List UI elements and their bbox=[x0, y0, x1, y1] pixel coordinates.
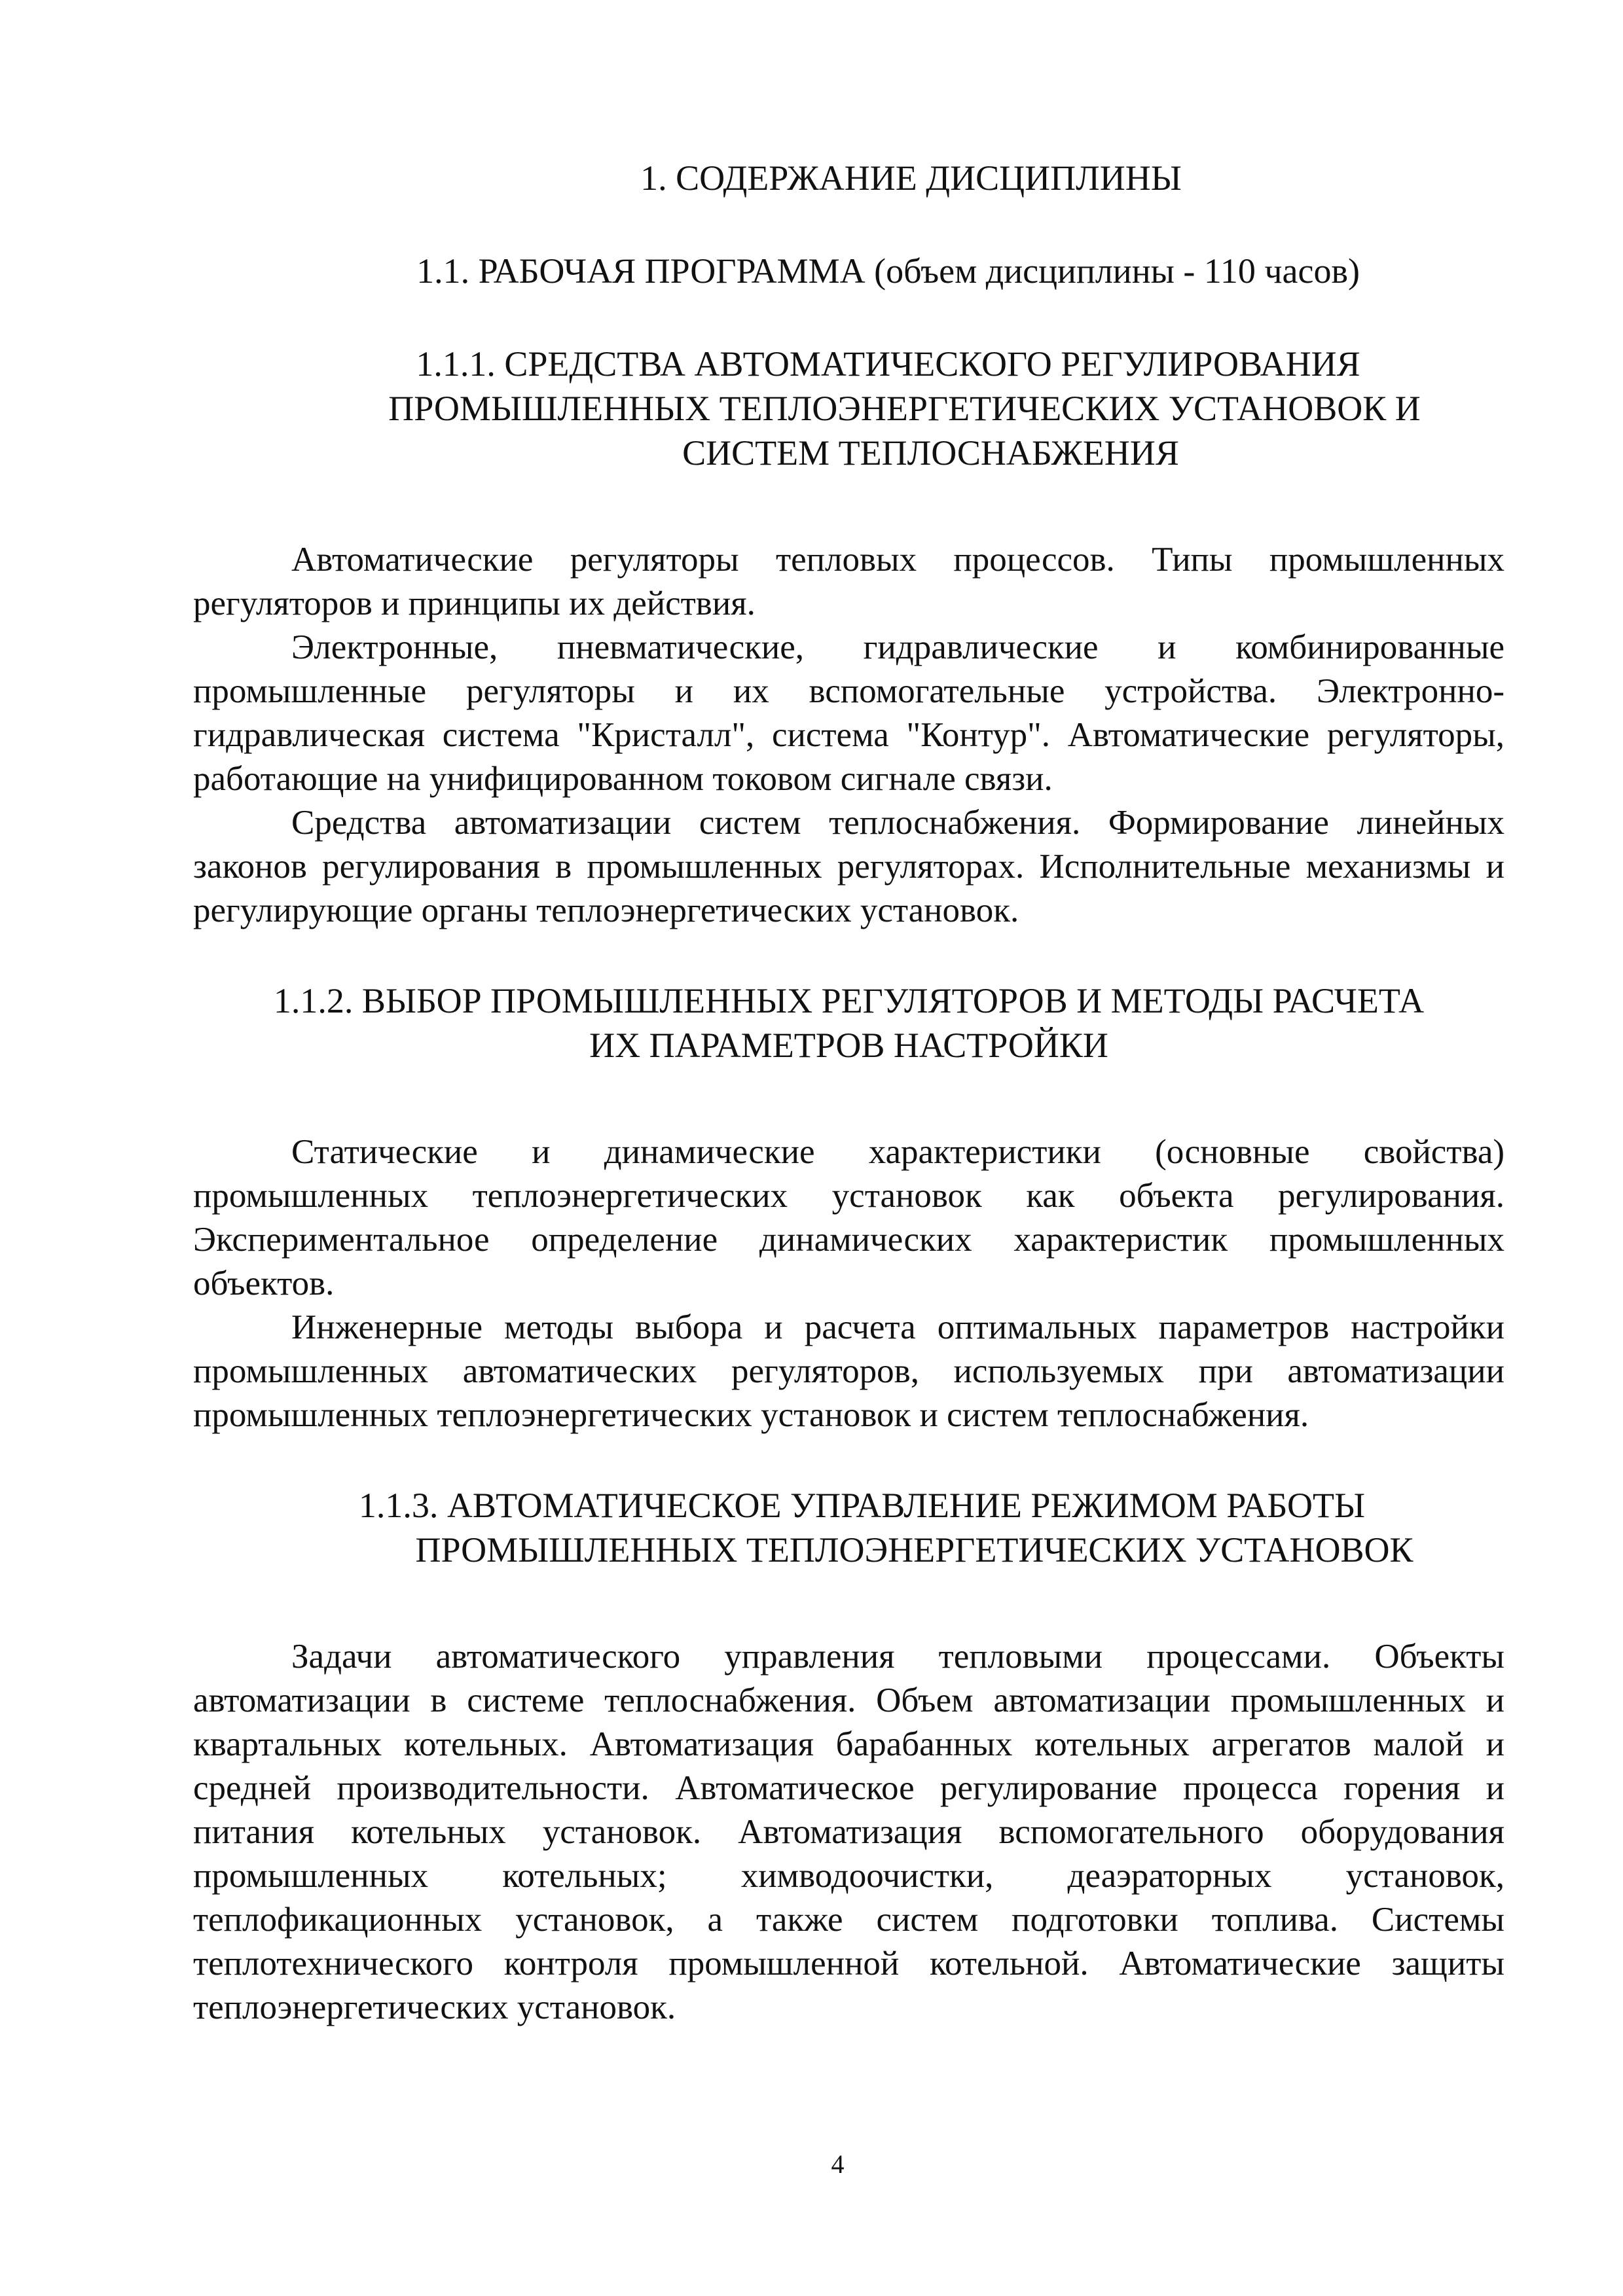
paragraph: Средства автоматизации систем теплоснабжения. Формирование линейных законов регулирования в промышленных регуляторах. Исполнительные механизмы и регулирующие органы теплоэнергетических установок. bbox=[193, 804, 1504, 929]
paragraph: Задачи автоматического управления тепловыми процессами. Объекты автоматизации в системе теплоснабжения. Объем автоматизации промышленных и квартальных котельных. Автоматизация барабанных котельных агрегатов малой и средней производительности. Автоматическое регулирование процесса горения и питания котельных установок. Автоматизация вспомогательного оборудования промышленных котельных; химводоочистки, деаэраторных установок, теплофикационных установок, а также систем подготовки топлива. Системы теплотехнического контроля промышленной котельной. Автоматические защиты теплоэнергетических установок. bbox=[193, 1638, 1504, 2026]
section-title-line: ИХ ПАРАМЕТРОВ НАСТРОЙКИ bbox=[589, 1026, 1108, 1065]
section-title-line: 1.1.2. ВЫБОР ПРОМЫШЛЕННЫХ РЕГУЛЯТОРОВ И МЕТОДЫ РАСЧЕТА bbox=[273, 981, 1425, 1020]
section-1-1-3 bbox=[193, 1483, 1504, 2030]
section-title bbox=[193, 1483, 1504, 1572]
section-title-line: ПРОМЫШЛЕННЫХ ТЕПЛОЭНЕРГЕТИЧЕСКИХ УСТАНОВОК И bbox=[388, 389, 1421, 428]
paragraph: Статические и динамические характеристики (основные свойства) промышленных теплоэнергетических установок как объекта регулирования. Экспериментальное определение динамических характеристик промышленных объектов. bbox=[193, 1133, 1504, 1302]
section-title-line: 1.1.3. АВТОМАТИЧЕСКОЕ УПРАВЛЕНИЕ РЕЖИМОМ РАБОТЫ bbox=[358, 1486, 1366, 1525]
paragraph: Инженерные методы выбора и расчета оптимальных параметров настройки промышленных автоматических регуляторов, используемых при автоматизации промышленных теплоэнергетических установок и систем теплоснабжения. bbox=[193, 1308, 1504, 1434]
section-1-1-2 bbox=[193, 978, 1504, 1437]
section-1-1-1 bbox=[193, 342, 1504, 933]
paragraph: Автоматические регуляторы тепловых процессов. Типы промышленных регуляторов и принципы их действия. bbox=[193, 541, 1504, 622]
section-title-line: ПРОМЫШЛЕННЫХ ТЕПЛОЭНЕРГЕТИЧЕСКИХ УСТАНОВОК bbox=[415, 1530, 1413, 1570]
section-title-line: 1.1.1. СРЕДСТВА АВТОМАТИЧЕСКОГО РЕГУЛИРОВАНИЯ bbox=[416, 344, 1360, 384]
section-title bbox=[193, 342, 1504, 475]
main-heading: 1. СОДЕРЖАНИЕ ДИСЦИПЛИНЫ bbox=[640, 158, 1182, 198]
page-number: 4 bbox=[831, 2149, 845, 2179]
paragraph: Электронные, пневматические, гидравлические и комбинированные промышленные регуляторы и их вспомогательные устройства. Электронно-гидравлическая система "Кристалл", система "Контур". Автоматические регуляторы, работающие на унифицированном токовом сигнале связи. bbox=[193, 628, 1504, 798]
section-title-line: СИСТЕМ ТЕПЛОСНАБЖЕНИЯ bbox=[682, 433, 1179, 473]
sub-heading: 1.1. РАБОЧАЯ ПРОГРАММА (объем дисциплины - 110 часов) bbox=[416, 251, 1360, 291]
section-title bbox=[193, 978, 1504, 1067]
page-content bbox=[193, 156, 1504, 2075]
section-body bbox=[193, 1635, 1504, 2030]
section-body bbox=[193, 1130, 1504, 1437]
section-body bbox=[193, 538, 1504, 933]
